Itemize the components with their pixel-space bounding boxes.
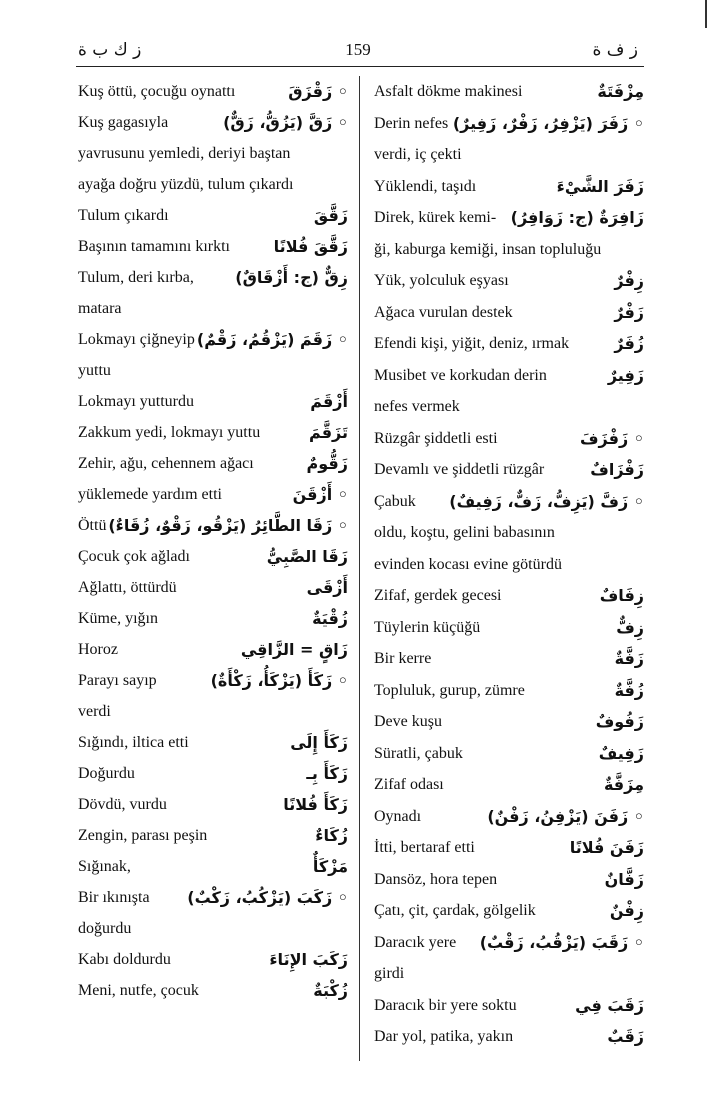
dictionary-line (374, 265, 644, 297)
dictionary-line (374, 706, 644, 738)
turkish-definition: Meni, nutfe, çocuk (78, 982, 199, 999)
dictionary-line (78, 975, 348, 1006)
arabic-headword: زِفَافٌ (599, 586, 644, 605)
dictionary-line (78, 200, 348, 231)
turkish-definition: yuttu (78, 362, 111, 379)
header-rule (76, 66, 644, 67)
dictionary-line (374, 864, 644, 896)
arabic-headword: زَفَنَ فُلانًا (569, 838, 644, 857)
turkish-definition: Lokmayı çiğneyip (78, 331, 195, 348)
column-divider (359, 76, 360, 1061)
turkish-definition: Çatı, çit, çardak, gölgelik (374, 902, 536, 919)
arabic-headword: زُفَّةٌ (614, 680, 644, 700)
turkish-definition: İtti, bertaraf etti (374, 839, 475, 856)
arabic-headword: زِفْرٌ (614, 271, 644, 290)
turkish-definition: Dar yol, patika, yakın (374, 1028, 514, 1045)
dictionary-line (78, 572, 348, 603)
turkish-definition: Musibet ve korkudan derin (374, 366, 547, 384)
turkish-definition: Ağlattı, öttürdü (78, 579, 177, 596)
dictionary-line (374, 234, 644, 266)
turkish-definition: Bir kerre (374, 650, 432, 667)
arabic-headword: ◦ زَقَا الطَّائِرُ (يَزْقُو، زَقْوٌ، زُقَاءٌ) (108, 516, 348, 535)
arabic-headword: ◦ زَفْزَفَ (579, 428, 644, 448)
turkish-definition: doğurdu (78, 920, 132, 937)
turkish-definition: Efendi kişi, yiğit, deniz, ırmak (374, 335, 570, 352)
turkish-definition: Dövdü, vurdu (78, 796, 167, 813)
arabic-headword: زَافِرَةٌ (ج: زَوَافِرُ) (510, 208, 644, 227)
turkish-definition: Oynadı (374, 807, 422, 825)
turkish-definition: nefes vermek (374, 398, 460, 415)
dictionary-line (374, 927, 644, 959)
turkish-definition: Asfalt dökme makinesi (374, 83, 523, 100)
turkish-definition: ği, kaburga kemiği, insan topluluğu (374, 240, 602, 258)
turkish-definition: verdi (78, 703, 111, 720)
arabic-headword: زُقْيَةٌ (312, 609, 348, 628)
dictionary-line (78, 634, 348, 665)
dictionary-line (78, 479, 348, 510)
dictionary-line (374, 958, 644, 990)
arabic-headword: زَفَرَ الشَّيْءَ (556, 176, 644, 196)
turkish-definition: Devamlı ve şiddetli rüzgâr (374, 461, 545, 478)
arabic-headword: زَكَبَ الإِنَاءَ (269, 950, 348, 969)
turkish-definition: Yük, yolculuk eşyası (374, 272, 509, 289)
turkish-definition: Parayı sayıp (78, 672, 157, 689)
header-left-keyword: ز ك ب ة (78, 40, 142, 60)
turkish-definition: Sığınak, (78, 858, 131, 875)
arabic-headword: زَاقٍ = الزَّاقِي (240, 640, 348, 659)
dictionary-line (78, 603, 348, 634)
turkish-definition: Bir ıkınışta (78, 889, 150, 906)
dictionary-line (374, 76, 644, 108)
turkish-definition: Dansöz, hora tepen (374, 870, 498, 888)
turkish-definition: matara (78, 300, 122, 317)
arabic-headword: ◦ زَفَرَ (يَزْفِرُ، زَفْرٌ، زَفِيرٌ) (452, 113, 644, 133)
turkish-definition: Deve kuşu (374, 713, 442, 730)
turkish-definition: Yüklendi, taşıdı (374, 177, 477, 195)
turkish-definition: oldu, koştu, gelini babasının (374, 524, 555, 541)
arabic-headword: زَقَّقَ فُلانًا (273, 237, 348, 256)
arabic-headword: زَفُوفٌ (595, 712, 644, 731)
dictionary-line (374, 643, 644, 675)
arabic-headword: أَزْقَمَ (310, 392, 348, 411)
dictionary-line (374, 391, 644, 423)
arabic-headword: ◦ زَقَّ (يَزُقُّ، زَقٌّ) (223, 113, 348, 132)
turkish-definition: Süratli, çabuk (374, 744, 463, 762)
arabic-headword: أَزْقَى (306, 578, 348, 597)
turkish-definition: Direk, kürek kemi- (374, 209, 497, 226)
arabic-headword: زَفِيرٌ (607, 365, 644, 385)
turkish-definition: Topluluk, gurup, zümre (374, 681, 525, 699)
turkish-definition: Daracık yere (374, 933, 457, 951)
turkish-definition: Tüylerin küçüğü (374, 618, 481, 636)
turkish-definition: Ağaca vurulan destek (374, 303, 513, 321)
dictionary-line (374, 738, 644, 770)
dictionary-line (374, 171, 644, 203)
dictionary-line (374, 139, 644, 171)
dictionary-line (374, 517, 644, 549)
turkish-definition: Çocuk çok ağladı (78, 548, 190, 565)
turkish-definition: evinden kocası evine götürdü (374, 555, 562, 573)
arabic-headword: زَقَبَ فِي (575, 995, 644, 1015)
arabic-headword: زَفَّةٌ (614, 649, 644, 668)
dictionary-line (78, 851, 348, 882)
dictionary-line (78, 169, 348, 200)
page-edge-mark (705, 0, 707, 28)
turkish-definition: Daracık bir yere soktu (374, 996, 517, 1014)
dictionary-line (78, 789, 348, 820)
turkish-definition: Zifaf odası (374, 776, 444, 793)
turkish-definition: yüklemede yardım etti (78, 486, 222, 503)
dictionary-line (374, 895, 644, 927)
dictionary-line (78, 820, 348, 851)
left-column (78, 76, 348, 1006)
dictionary-line (374, 675, 644, 707)
arabic-headword: زَفْزَافٌ (590, 460, 644, 479)
turkish-definition: yavrusunu yemledi, deriyi baştan (78, 145, 291, 162)
dictionary-line (374, 832, 644, 864)
dictionary-line (78, 386, 348, 417)
arabic-headword: ◦ زَقَبَ (يَزْقُبُ، زَقْبٌ) (479, 932, 644, 952)
dictionary-line (374, 202, 644, 234)
turkish-definition: Kuş öttü, çocuğu oynattı (78, 83, 236, 100)
page-number: 159 (345, 40, 371, 59)
dictionary-line (374, 769, 644, 801)
dictionary-line (78, 758, 348, 789)
dictionary-line (78, 76, 348, 107)
turkish-definition: Tulum çıkardı (78, 207, 169, 224)
turkish-definition: Zengin, parası peşin (78, 827, 208, 844)
dictionary-line (374, 549, 644, 581)
dictionary-line (78, 510, 348, 541)
dictionary-line (78, 293, 348, 324)
dictionary-line (374, 1021, 644, 1053)
turkish-definition: Kuş gagasıyla (78, 114, 169, 131)
dictionary-line (374, 612, 644, 644)
turkish-definition: Doğurdu (78, 765, 135, 782)
turkish-definition: Öttü (78, 517, 107, 534)
arabic-headword: زِفْنٌ (609, 901, 644, 920)
arabic-headword: ◦ زَفَّ (يَزِفُّ، زَفٌّ، زَفِيفٌ) (449, 491, 644, 511)
dictionary-line (78, 138, 348, 169)
turkish-definition: Başının tamamını kırktı (78, 238, 230, 255)
dictionary-line (374, 328, 644, 360)
arabic-headword: زَفَّانٌ (604, 869, 644, 889)
dictionary-line (78, 541, 348, 572)
page-header (78, 40, 638, 66)
dictionary-line (78, 696, 348, 727)
arabic-headword: زَقَبٌ (607, 1027, 644, 1046)
arabic-headword: ◦ زَقْزَقَ (288, 82, 348, 101)
right-column (374, 76, 644, 1053)
dictionary-line (374, 297, 644, 329)
dictionary-line (78, 913, 348, 944)
dictionary-line (374, 423, 644, 455)
arabic-headword: زُكْبَةٌ (313, 981, 348, 1000)
arabic-headword: ◦ أَزْقَنَ (292, 485, 348, 504)
turkish-definition: Rüzgâr şiddetli esti (374, 429, 498, 447)
turkish-definition: Çabuk (374, 492, 416, 510)
arabic-headword: زَفِيفٌ (598, 743, 644, 763)
dictionary-line (78, 231, 348, 262)
dictionary-line (374, 486, 644, 518)
turkish-definition: Zehir, ağu, cehennem ağacı (78, 455, 254, 472)
arabic-headword: زَفْرٌ (614, 302, 644, 322)
arabic-headword: زَقَّقَ (313, 206, 348, 225)
turkish-definition: Horoz (78, 641, 118, 658)
dictionary-line (78, 324, 348, 355)
dictionary-line (374, 108, 644, 140)
turkish-definition: Küme, yığın (78, 610, 158, 627)
dictionary-line (374, 990, 644, 1022)
turkish-definition: Zakkum yedi, lokmayı yuttu (78, 424, 261, 441)
dictionary-line (78, 944, 348, 975)
dictionary-line (78, 448, 348, 479)
arabic-headword: زَقَا الصَّبِيُّ (266, 547, 348, 566)
arabic-headword: زِقٌّ (ج: أَزْقَاقٌ) (235, 268, 348, 287)
arabic-headword: زَقُّومٌ (306, 454, 348, 473)
turkish-definition: Tulum, deri kırba, (78, 269, 194, 286)
turkish-definition: Zifaf, gerdek gecesi (374, 587, 502, 604)
dictionary-line (78, 262, 348, 293)
dictionary-line (374, 360, 644, 392)
arabic-headword: زَكَأَ بِـ (306, 764, 348, 783)
arabic-headword: ◦ زَقَمَ (يَزْقُمُ، زَقْمٌ) (196, 330, 348, 349)
arabic-headword: زَكَأَ إِلَى (290, 733, 348, 752)
turkish-definition: Derin nefes (374, 114, 449, 132)
dictionary-line (374, 454, 644, 486)
turkish-definition: Kabı doldurdu (78, 951, 171, 968)
header-right-keyword: ز ف ة (592, 40, 638, 60)
arabic-headword: ◦ زَكَبَ (يَزْكُبُ، زَكْبٌ) (187, 888, 348, 907)
arabic-headword: ◦ زَفَنَ (يَزْفِنُ، زَفْنٌ) (487, 806, 644, 826)
arabic-headword: زُفَرٌ (614, 334, 644, 353)
dictionary-line (78, 727, 348, 758)
turkish-definition: verdi, iç çekti (374, 146, 462, 163)
dictionary-line (78, 107, 348, 138)
dictionary-line (78, 355, 348, 386)
dictionary-line (374, 801, 644, 833)
dictionary-line (374, 580, 644, 612)
dictionary-line (78, 665, 348, 696)
arabic-headword: زَكَأَ فُلانًا (283, 795, 348, 814)
arabic-headword: تَزَقَّمَ (309, 423, 348, 442)
arabic-headword: زُكَاءٌ (315, 826, 348, 845)
arabic-headword: مَزْكَأٌ (312, 857, 348, 876)
dictionary-line (78, 417, 348, 448)
turkish-definition: girdi (374, 965, 405, 982)
arabic-headword: مِزَفَّةٌ (603, 775, 644, 794)
arabic-headword: مِزْفَتَةٌ (597, 82, 644, 101)
turkish-definition: Sığındı, iltica etti (78, 734, 189, 751)
dictionary-line (78, 882, 348, 913)
arabic-headword: ◦ زَكَأَ (يَزْكَأُ، زَكْأَةٌ) (210, 671, 348, 690)
arabic-headword: زِفٌّ (616, 617, 644, 637)
turkish-definition: Lokmayı yutturdu (78, 393, 194, 410)
turkish-definition: ayağa doğru yüzdü, tulum çıkardı (78, 176, 294, 193)
